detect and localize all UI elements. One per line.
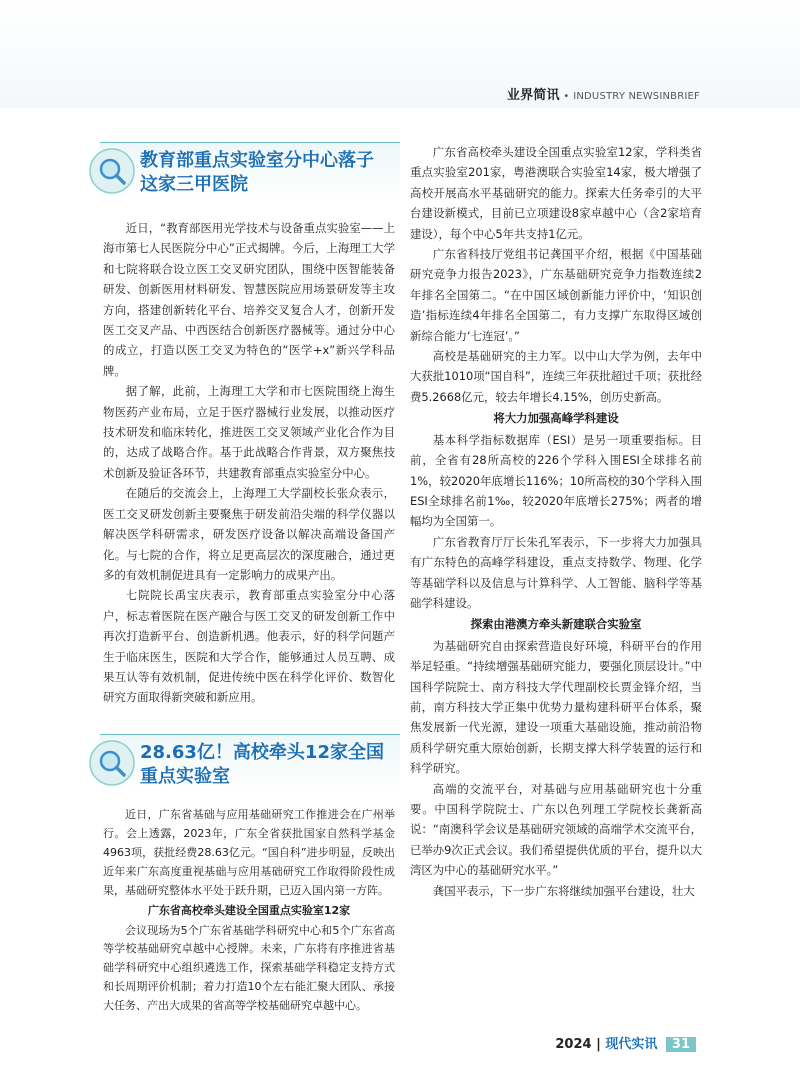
article2-subhead: 广东省高校牵头建设全国重点实验室12家 [147, 903, 351, 917]
article2-title-block [100, 734, 400, 793]
article1-paragraph: 据了解，此前，上海理工大学和市七医院围绕上海生物医药产业布局，立足于医疗器械行业发展，以推动医疗技术研发和临床转化，推进医工交叉领域产业化合作为目的，达成了战略合作。基于此战略合作背景，双方聚焦技术创新及验证各环节，共建教育部重点实验室分中心。 [103, 384, 395, 480]
magazine-brand: 现代实讯 [605, 1037, 658, 1052]
article1-paragraph: 在随后的交流会上，上海理工大学副校长张众表示，医工交叉研发创新主要聚焦于研发前沿尖端的科学仪器以解决医学科研需求，研发医疗设备以解决高端设备国产化。与七院的合作，将立足更高层次的深度融合，通过更多的有效机制促进具有一定影响力的成果产出。 [103, 486, 395, 582]
article2-paragraph: 为基础研究自由探索营造良好环境，科研平台的作用举足轻重。“持续增强基础研究能力，要强化顶层设计。”中国科学院院士、南方科技大学代理副校长贾金锋介绍，当前，南方科技大学正集中优势力量构建科研平台体系，聚焦发展新一代光源，建设一项重大基础设施，推动前沿物质科学研究重大原始创新，长期支撑大科学装置的运行和科学研究。 [410, 638, 702, 776]
article1-paragraph: 七院院长禹宝庆表示，教育部重点实验室分中心落户，标志着医院在医产融合与医工交叉的研发创新工作中再次打造新平台、创造新机遇。他表示，好的科学问题产生于临床医生，医院和大学合作，能够通过人员互聘、成果互认等有效机制，促进传统中医在科学化评价、数智化研究方面取得新突破和新应用。 [103, 588, 395, 705]
article2-paragraph: 基本科学指标数据库（ESI）是另一项重要指标。目前，全省有28所高校的226个学科入围ESI全球排名前1%，较2020年底增长116%；10所高校的30个学科入围ESI全球排名前1‰，较2020年底增长275%；两者的增幅均为全国第一。 [410, 432, 702, 529]
article2-paragraph: 广东省教育厅厅长朱孔军表示，下一步将大力加强具有广东特色的高峰学科建设，重点支持数学、物理、化学等基础学科以及信息与计算科学、人工智能、脑科学等基础学科建设。 [410, 534, 702, 610]
page-number: 31 [666, 1037, 696, 1052]
left-column-lower [103, 806, 395, 1016]
article1-paragraph: 近日，“教育部医用光学技术与设备重点实验室——上海市第七人民医院分中心”正式揭牌。今后，上海理工大学和七院将联合设立医工交叉研究团队，围绕中医智能装备研发、创新医用材料研发、智慧医院应用场景研发等主攻方向，搭建创新转化平台、培养交叉复合人才，创新开发医工交叉产品、中西医结合创新医疗器械等。通过分中心的成立，打造以医工交叉为特色的“医学+x”新兴学科品牌。 [103, 221, 395, 378]
section-name-en: INDUSTRY NEWSINBRIEF [573, 91, 700, 102]
header-dot: • [563, 91, 570, 102]
magnifier-icon [88, 147, 138, 197]
article2-paragraph: 广东省科技厅党组书记龚国平介绍，根据《中国基础研究竞争力报告2023》，广东基础研究竞争力指数连续2年排名全国第二。“在中国区域创新能力评价中，‘知识创造’指标连续4年排名全国第二，有力支撑广东取得区域创新综合能力‘七连冠’。” [410, 247, 702, 343]
footer-separator: | [596, 1037, 601, 1052]
right-column [410, 142, 702, 901]
article1-title-block [100, 142, 400, 201]
article2-subhead: 将大力加强高峰学科建设 [493, 411, 619, 426]
article2-paragraph: 龚国平表示，下一步广东将继续加强平台建设，壮大 [432, 883, 695, 898]
left-column [103, 218, 395, 708]
article2-subhead: 探索由港澳方牵头新建联合实验室 [470, 617, 642, 632]
article2-paragraph: 会议现场为5个广东省基础学科研究中心和5个广东省高等学校基础研究卓越中心授牌。未来，广东将有序推进省基础学科研究中心组织遴选工作，探索基础学科稳定支持方式和长周期评价机制；着力打造10个左右能汇聚大团队、承接大任务、产出大成果的省高等学校基础研究卓越中心。 [103, 923, 395, 1013]
article2-paragraph: 高端的交流平台，对基础与应用基础研究也十分重要。中国科学院院士、广东以色列理工学院校长龚新高说：“南澳科学会议是基础研究领域的高端学术交流平台，已举办9次正式会议。我们希望提供优质的平台，提升以大湾区为中心的基础研究水平。” [410, 781, 703, 878]
magnifier-icon [88, 739, 138, 789]
footer-year: 2024 [555, 1037, 592, 1052]
page-footer [0, 1019, 800, 1079]
article1-title: 教育部重点实验室分中心落子这家三甲医院 [140, 150, 374, 195]
article2-paragraph: 高校是基础研究的主力军。以中山大学为例，去年中大获批1010项“国自科”，连续三年获批超过千项；获批经费5.2668亿元，较去年增长4.15%，创历史新高。 [410, 349, 702, 404]
article2-paragraph: 近日，广东省基础与应用基础研究工作推进会在广州举行。会上透露，2023年，广东全省获批国家自然科学基金4963项，获批经费28.63亿元。“国自科”进步明显，反映出近年来广东高度重视基础与应用基础研究工作取得阶段性成果，基础研究整体水平处于跃升期，已迈入国内第一方阵。 [103, 808, 395, 897]
footer-bar [555, 1033, 696, 1052]
article2-title: 28.63亿！高校牵头12家全国重点实验室 [140, 742, 384, 787]
section-name-zh: 业界简讯 [506, 88, 560, 103]
section-header [507, 84, 700, 103]
article2-paragraph: 广东省高校牵头建设全国重点实验室12家，学科类省重点实验室201家，粤港澳联合实验室14家，极大增强了高校开展高水平基础研究的能力。探索大任务牵引的大平台建设新模式，目前已立项建设8家卓越中心（含2家培育建设），每个中心5年共支持1亿元。 [410, 145, 702, 241]
